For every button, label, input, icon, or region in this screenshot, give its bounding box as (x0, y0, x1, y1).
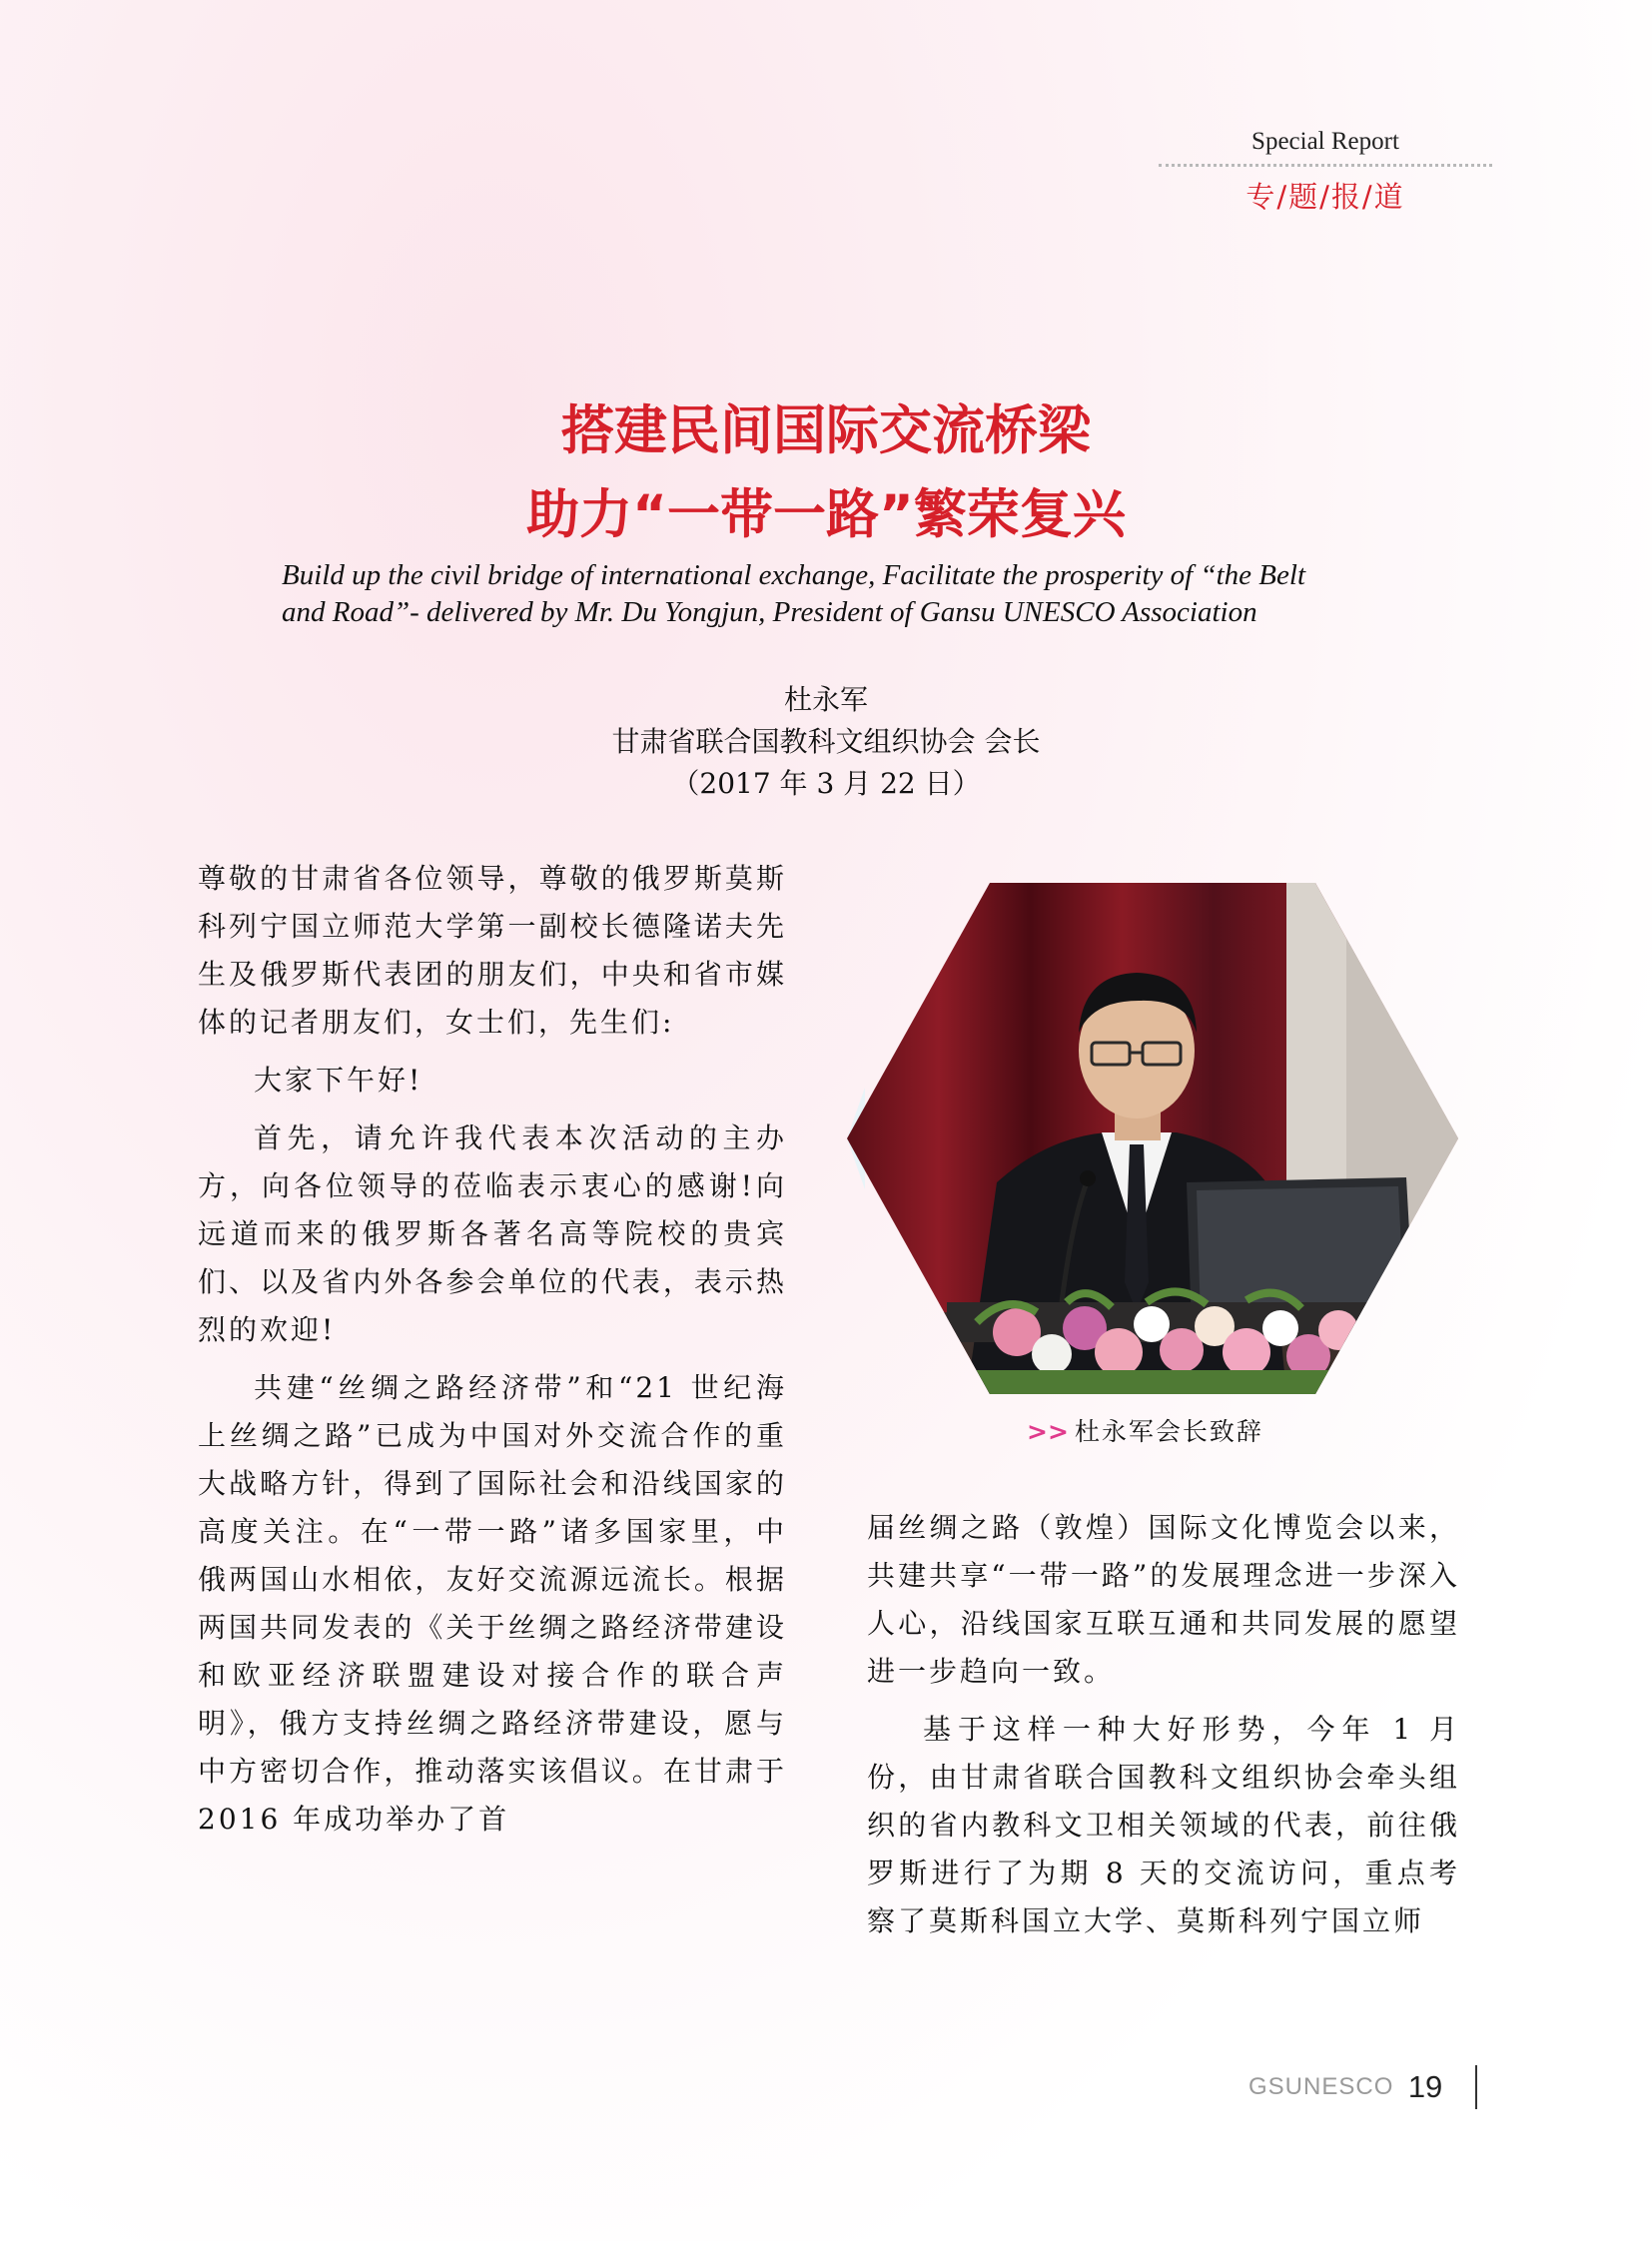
title-line-2: 助力“一带一路”繁荣复兴 (526, 484, 1126, 545)
byline (0, 679, 1652, 805)
dotted-divider (1159, 164, 1492, 167)
speech-date: （2017 年 3 月 22 日） (671, 767, 981, 800)
author-name: 杜永军 (783, 683, 868, 716)
paragraph: 首先，请允许我代表本次活动的主办方，向各位领导的莅临表示衷心的感谢!向远道而来的俄罗斯各著名高等院校的贵宾们、以及省内外各参会单位的代表，表示热烈的欢迎! (198, 1121, 787, 1346)
page-number: 19 (1407, 2069, 1443, 2104)
section-header (1159, 126, 1492, 216)
publication-brand: GSUNESCO (1248, 2073, 1394, 2100)
caption-text: 杜永军会长致辞 (1074, 1417, 1263, 1446)
article-subtitle-en (282, 557, 1390, 631)
author-position: 甘肃省联合国教科文组织协会 会长 (611, 725, 1041, 758)
subtitle-line-2: and Road”- delivered by Mr. Du Yongjun, President of Gansu UNESCO Association (282, 596, 1257, 628)
article-title (0, 389, 1652, 557)
paragraph: 尊敬的甘肃省各位领导，尊敬的俄罗斯莫斯科列宁国立师范大学第一副校长德隆诺夫先生及俄罗斯代表团的朋友们，中央和省市媒体的记者朋友们，女士们，先生们: (198, 862, 787, 1039)
paragraph: 共建“丝绸之路经济带”和“21 世纪海上丝绸之路”已成为中国对外交流合作的重大战略方针，得到了国际社会和沿线国家的高度关注。在“一带一路”诸多国家里，中俄两国山水相依，友好交流源远流长。根据两国共同发表的《关于丝绸之路经济带建设和欧亚经济联盟建设对接合作的联合声明》，俄方支持丝绸之路经济带建设，愿与中方密切合作，推动落实该倡议。在甘肃于 2016 年成功举办了首 (198, 1371, 787, 1836)
right-column (867, 1504, 1460, 1955)
title-line-1: 搭建民间国际交流桥梁 (561, 400, 1091, 461)
caption-marker: >> (1027, 1417, 1069, 1446)
section-label-cn: 专/题/报/道 (1245, 180, 1405, 214)
speaker-photo (847, 883, 1458, 1394)
paragraph: 届丝绸之路（敦煌）国际文化博览会以来，共建共享“一带一路”的发展理念进一步深入人心，沿线国家互联互通和共同发展的愿望进一步趋向一致。 (867, 1511, 1460, 1688)
subtitle-line-1: Build up the civil bridge of international exchange, Facilitate the prosperity of “the Belt (282, 559, 1305, 591)
section-label-en: Special Report (1251, 128, 1399, 155)
page-footer (1248, 2065, 1477, 2109)
paragraph: 大家下午好! (254, 1064, 423, 1097)
left-column (198, 855, 787, 1854)
paragraph: 基于这样一种大好形势，今年 1 月份，由甘肃省联合国教科文组织协会牵头组织的省内教科文卫相关领域的代表，前往俄罗斯进行了为期 8 天的交流访问，重点考察了莫斯科国立大学、莫斯科列宁国立师 (867, 1713, 1460, 1937)
photo-caption (1027, 1412, 1263, 1448)
footer-rule (1475, 2065, 1477, 2109)
